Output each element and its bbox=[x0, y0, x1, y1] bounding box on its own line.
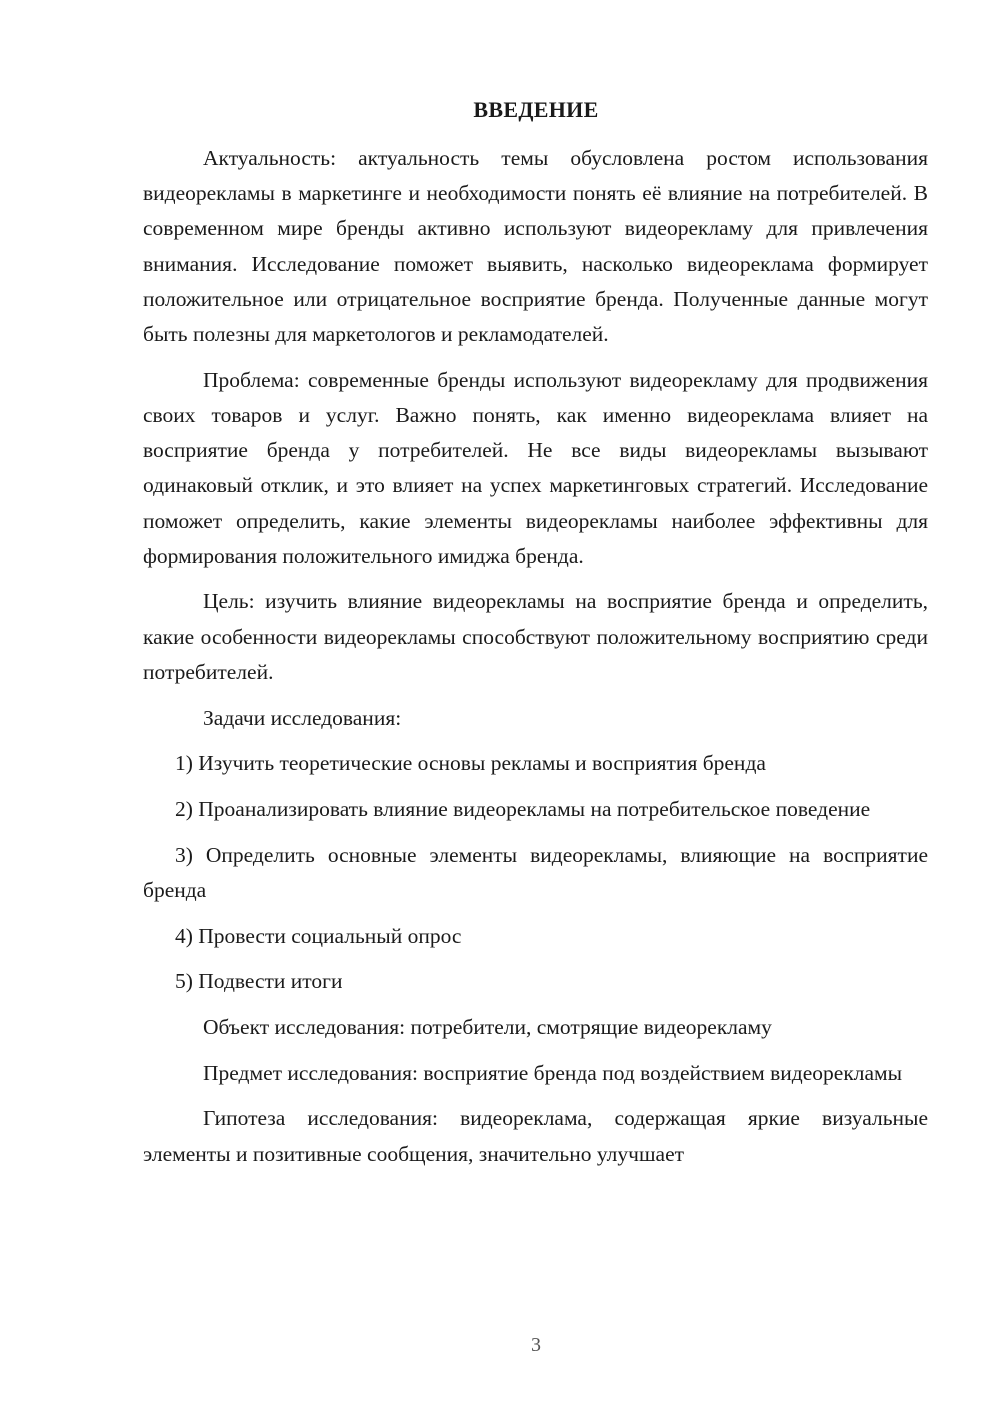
task-item-3: 3) Определить основные элементы видеорекламы, влияющие на восприятие бренда bbox=[143, 842, 928, 902]
task-item-5: 5) Подвести итоги bbox=[175, 969, 343, 994]
page-number: 3 bbox=[531, 1334, 541, 1356]
paragraph-subject: Предмет исследования: восприятие бренда под воздействием видеорекламы bbox=[203, 1060, 903, 1085]
paragraph-goal: Цель: изучить влияние видеорекламы на восприятие бренда и определить, какие особенности видеорекламы способствуют положительному восприятию среди потребителей. bbox=[143, 589, 928, 684]
task-item-1: 1) Изучить теоретические основы рекламы и восприятия бренда bbox=[175, 751, 766, 776]
task-item-4: 4) Провести социальный опрос bbox=[175, 923, 462, 948]
paragraph-tasks-heading: Задачи исследования: bbox=[203, 705, 402, 730]
task-item-2: 2) Проанализировать влияние видеорекламы на потребительское поведение bbox=[175, 796, 871, 821]
section-title: ВВЕДЕНИЕ bbox=[473, 97, 599, 122]
paragraph-problem: Проблема: современные бренды используют видеорекламу для продвижения своих товаров и услуг. Важно понять, как именно видеореклама влияет на восприятие бренда у потребителей. Не все виды видеорекламы вызывают одинаковый отклик, и это влияет на успех маркетинговых стратегий. Исследование поможет определить, какие элементы видеорекламы наиболее эффективны для формирования положительного имиджа бренда. bbox=[143, 367, 928, 568]
paragraph-relevance: Актуальность: актуальность темы обусловлена ростом использования видеорекламы в маркетинге и необходимости понять её влияние на потребителей. В современном мире бренды активно используют видеорекламу для привлечения внимания. Исследование поможет выявить, насколько видеореклама формирует положительное или отрицательное восприятие бренда. Полученные данные могут быть полезны для маркетологов и рекламодателей. bbox=[143, 146, 928, 347]
paragraph-object: Объект исследования: потребители, смотрящие видеорекламу bbox=[203, 1014, 772, 1039]
paragraph-hypothesis: Гипотеза исследования: видеореклама, содержащая яркие визуальные элементы и позитивные сообщения, значительно улучшает bbox=[143, 1106, 928, 1166]
document-body bbox=[143, 141, 928, 1182]
